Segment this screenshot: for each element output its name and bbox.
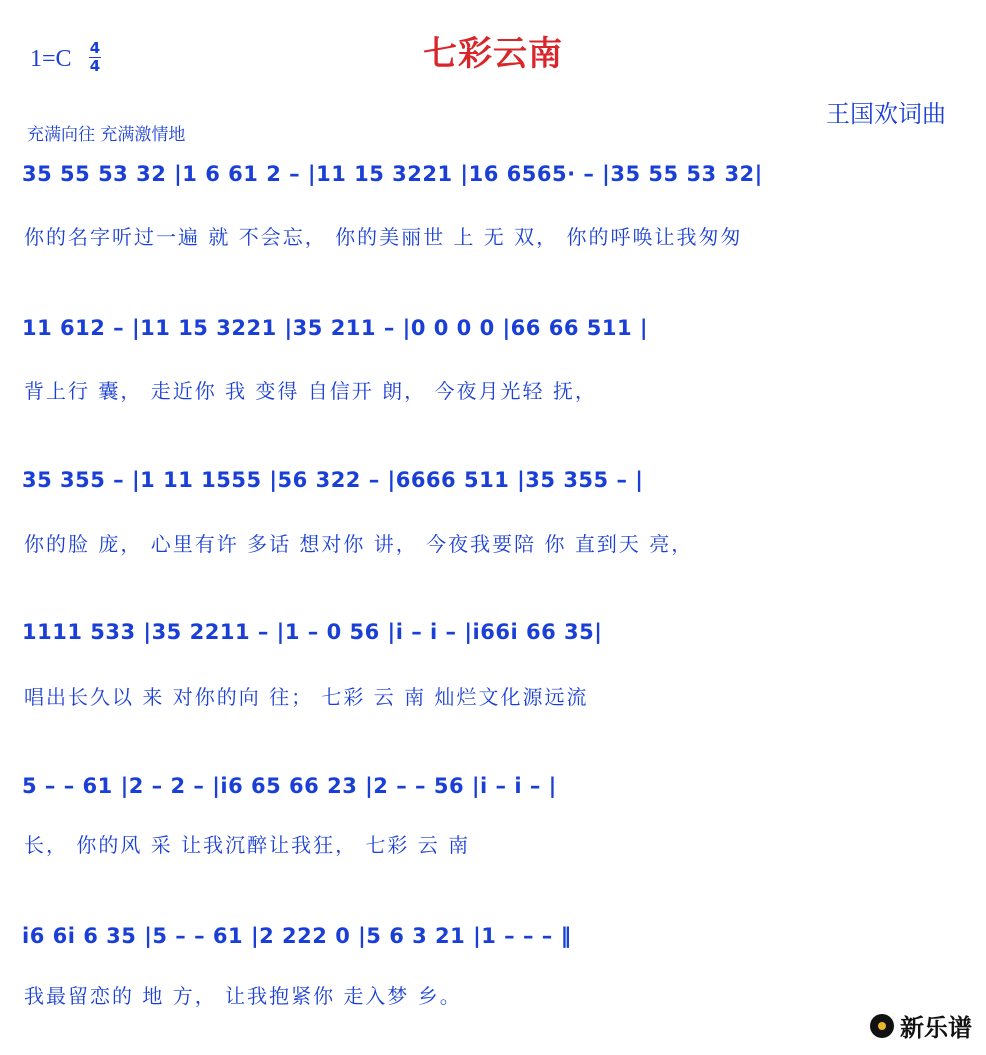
lyrics-line-2: 背上行 囊， 走近你 我 变得 自信开 朗， 今夜月光轻 抚， (24, 379, 597, 403)
notation-line-3: 35 355 – |1 11 1555 |56 322 – |6666 511 |35 355 – | (22, 468, 644, 492)
lyrics-line-1: 你的名字听过一遍 就 不会忘， 你的美丽世 上 无 双， 你的呼唤让我匆匆 (24, 225, 743, 249)
tempo-marking: 充满向往 充满激情地 (27, 125, 186, 145)
meter-top: 4 (89, 39, 101, 57)
notation-line-5: 5 – – 61 |2 – 2 – |i6 65 66 23 |2 – – 56 |i – i – | (22, 774, 557, 798)
lyrics-line-4: 唱出长久以 来 对你的向 往； 七彩 云 南 灿烂文化源远流 (24, 685, 589, 709)
lyrics-line-3: 你的脸 庞， 心里有许 多话 想对你 讲， 今夜我要陪 你 直到天 亮， (24, 532, 694, 556)
notation-line-2: 11 612 – |11 15 3221 |35 211 – |0 0 0 0 |66 66 511 | (22, 316, 649, 340)
time-signature (88, 40, 102, 75)
site-logo-text: 新乐谱 (900, 1014, 972, 1042)
notation-line-4: 1111 533 |35 2211 – |1 – 0 56 |i – i – |i66i 66 35| (22, 620, 603, 644)
lyrics-line-5: 长， 你的风 采 让我沉醉让我狂， 七彩 云 南 (24, 833, 471, 857)
song-title: 七彩云南 (423, 34, 563, 74)
meter-bottom: 4 (89, 57, 101, 75)
composer-credit: 王国欢词曲 (826, 100, 946, 128)
site-logo (870, 1008, 972, 1043)
notation-line-6: i6 6i 6 35 |5 – – 61 |2 222 0 |5 6 3 21 |1 – – – ‖ (22, 924, 572, 948)
notation-line-1: 35 55 53 32 |1 6 61 2 – |11 15 3221 |16 6565· – |35 55 53 32| (22, 162, 763, 186)
lyrics-line-6: 我最留恋的 地 方， 让我抱紧你 走入梦 乡。 (24, 984, 462, 1008)
disc-icon (870, 1014, 894, 1038)
key-signature: 1=C (30, 46, 72, 72)
